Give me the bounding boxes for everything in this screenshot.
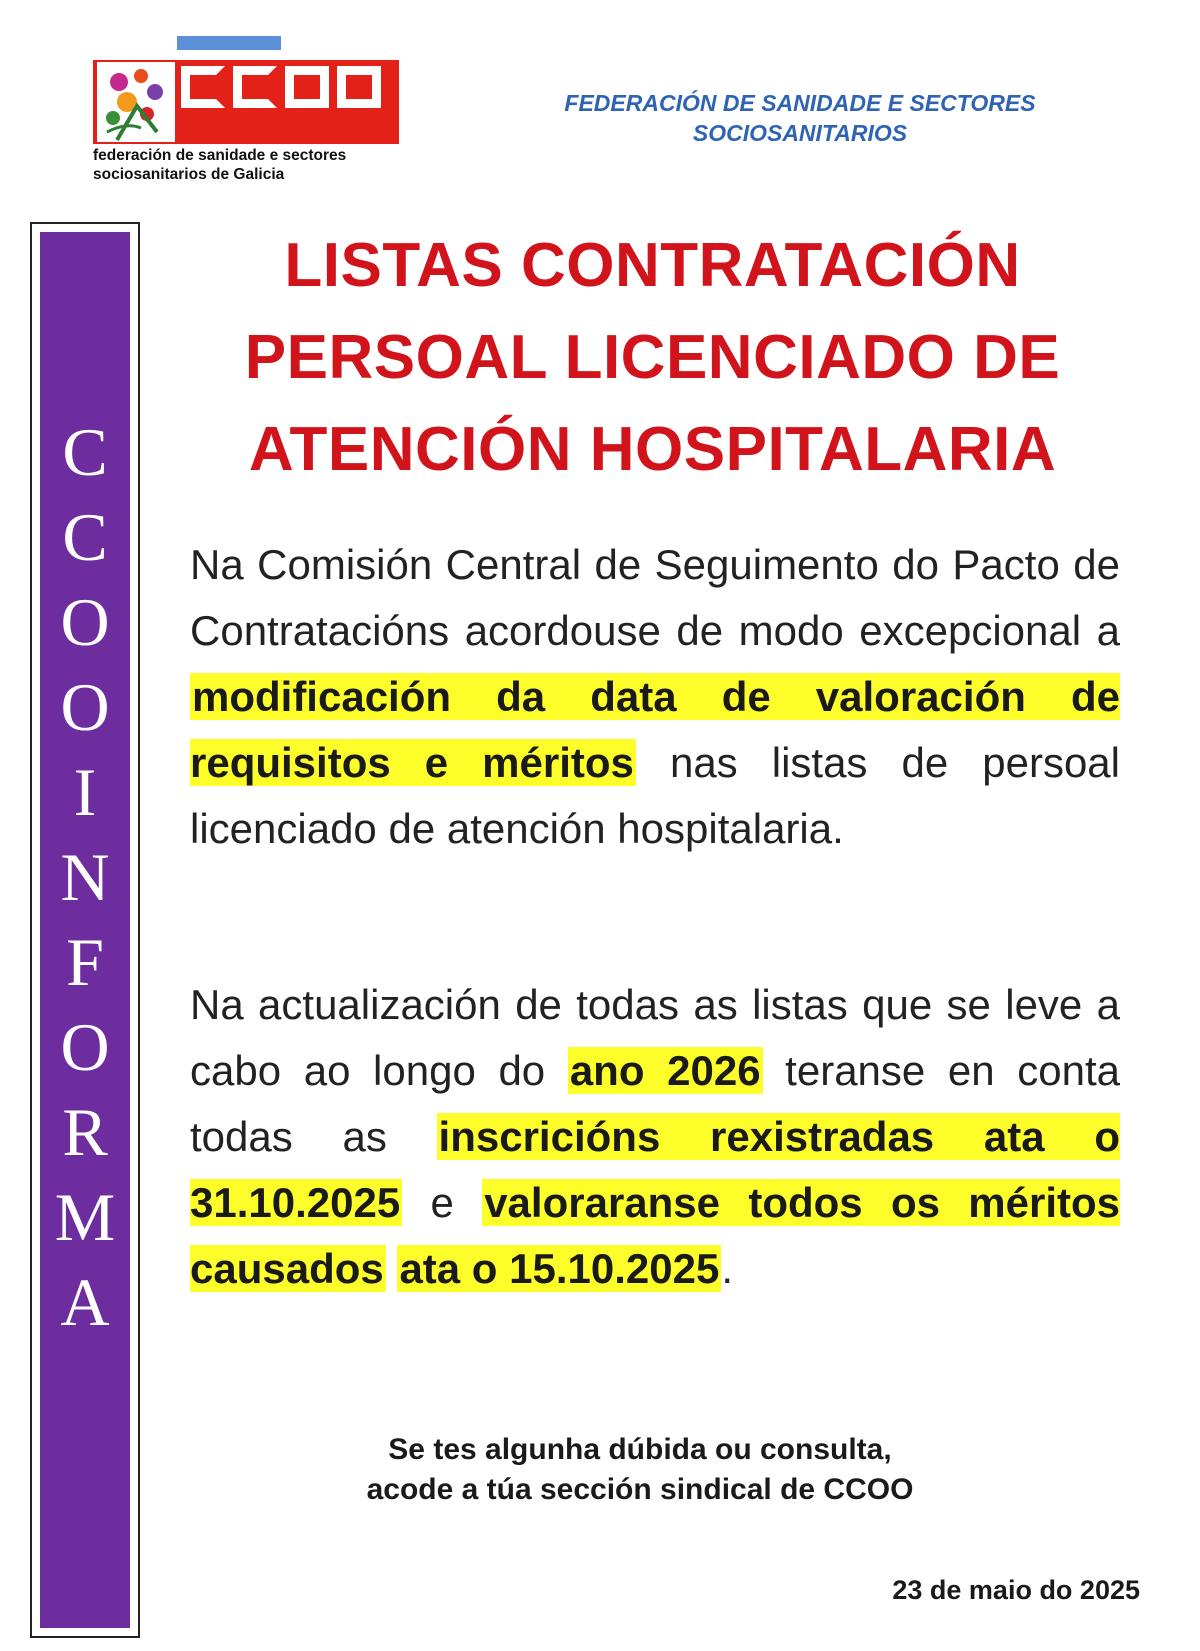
- ccoo-logo: [93, 36, 413, 183]
- title-line3: ATENCIÓN HOSPITALARIA: [248, 415, 1057, 484]
- logo-letter-c: [233, 66, 277, 108]
- band-letter: O: [60, 1009, 110, 1085]
- federation-name: [520, 88, 1080, 148]
- paragraph1-text-b: nas listas de persoal licenciado de atención hospitalaria.: [190, 739, 1120, 852]
- page-title: [170, 220, 1135, 496]
- band-letter: A: [60, 1264, 110, 1340]
- logo-letter-c: [181, 66, 225, 108]
- paragraph2-highlight-merits: valoraranse todos os méritos causados: [190, 1179, 1120, 1292]
- paragraph1-highlight: modificación da data de valoración de requisitos e méritos: [190, 673, 1120, 786]
- contact-note: [240, 1430, 1040, 1510]
- paragraph2-highlight-registrations: inscricións rexistradas ata o 31.10.2025: [190, 1113, 1120, 1226]
- logo-letter-o: [337, 66, 381, 108]
- band-letter: O: [60, 584, 110, 660]
- logo-wordmark: [181, 66, 381, 108]
- paragraph1-text-a: Na Comisión Central de Seguimento do Pacto de Contratacións acordouse de modo excepcional a: [190, 541, 1120, 654]
- logo-subtitle-line2: sociosanitarios de Galicia: [93, 166, 285, 183]
- band-letter: C: [62, 414, 108, 490]
- logo-red-box: [93, 60, 399, 144]
- side-band-frame: [30, 222, 140, 1638]
- paragraph2-text-c: e: [402, 1179, 483, 1226]
- paragraph2-text-a: Na actualización de todas as listas que se leve a cabo ao longo do: [190, 981, 1120, 1094]
- federation-line2: SOCIOSANITARIOS: [692, 120, 908, 146]
- band-letter: F: [66, 924, 104, 1000]
- title-line2: PERSOAL LICENCIADO DE: [244, 323, 1061, 392]
- logo-blue-bar: [177, 36, 281, 50]
- paragraph2-highlight-year: ano 2026: [569, 1047, 761, 1094]
- paragraph-agreement: [190, 532, 1120, 862]
- band-letter: R: [62, 1094, 108, 1170]
- band-letter: M: [54, 1179, 116, 1255]
- band-letter: C: [62, 499, 108, 575]
- paragraph2-text-d: [386, 1245, 398, 1292]
- paragraph2-highlight-date: ata o 15.10.2025: [399, 1245, 720, 1292]
- logo-letter-o: [285, 66, 329, 108]
- band-letter: I: [73, 754, 97, 830]
- logo-subtitle-line1: federación de sanidade e sectores: [93, 147, 347, 164]
- title-line1: LISTAS CONTRATACIÓN: [284, 231, 1021, 300]
- publication-date: 23 de maio do 2025: [892, 1575, 1140, 1605]
- paragraph-update-2026: [190, 972, 1120, 1302]
- contact-line2: acode a túa sección sindical de CCOO: [366, 1473, 914, 1506]
- contact-line1: Se tes algunha dúbida ou consulta,: [388, 1433, 892, 1466]
- paragraph2-text-e: .: [721, 1245, 734, 1292]
- flower-emblem-icon: [97, 62, 175, 142]
- side-band-ccoo-informa: [40, 232, 130, 1628]
- federation-line1: FEDERACIÓN DE SANIDADE E SECTORES: [564, 90, 1036, 116]
- band-letter: O: [60, 669, 110, 745]
- paragraph2-text-b: teranse en conta todas as: [190, 1047, 1120, 1160]
- logo-subtitle: [93, 146, 423, 184]
- band-letter: N: [60, 839, 110, 915]
